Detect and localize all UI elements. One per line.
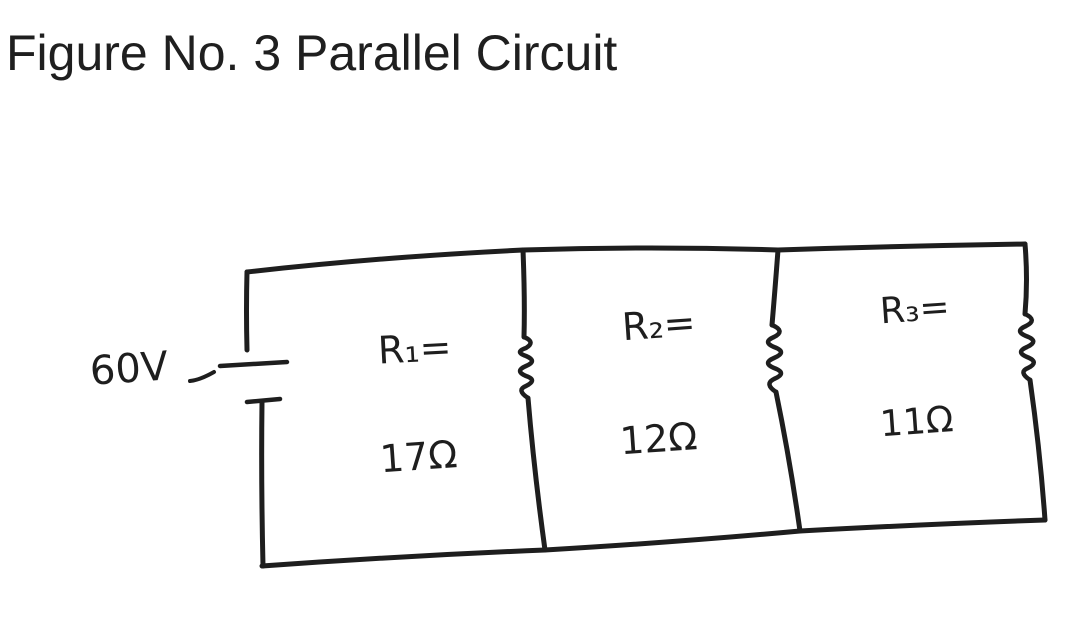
- branch-2: [768, 250, 800, 531]
- battery-long-plate: [220, 362, 287, 366]
- bottom-wire: [262, 520, 1045, 566]
- battery-short-plate: [247, 399, 280, 402]
- branch-1: [520, 250, 545, 550]
- resistor-3-name: R₃=: [878, 286, 951, 333]
- resistor-2-name: R₂=: [620, 300, 697, 350]
- resistor-2-value: 12Ω: [618, 414, 699, 464]
- resistor-1-name: R₁=: [376, 324, 453, 373]
- left-wire-lower: [262, 402, 263, 566]
- battery-symbol: [190, 362, 287, 402]
- source-voltage-label: 60V: [88, 343, 170, 395]
- resistor-3-value: 11Ω: [878, 399, 955, 446]
- branch-3: [1020, 244, 1045, 520]
- left-wire-upper: [247, 272, 248, 350]
- resistor-1-symbol: [520, 337, 532, 398]
- branch-3-wire-top: [1025, 244, 1027, 314]
- top-wire: [247, 244, 1025, 272]
- branch-2-wire-top: [772, 250, 778, 325]
- resistor-1-value: 17Ω: [378, 432, 459, 482]
- branch-3-wire-bottom: [1030, 380, 1045, 520]
- branch-2-wire-bottom: [776, 392, 800, 531]
- branch-1-wire-bottom: [528, 398, 545, 550]
- resistor-2-symbol: [768, 325, 781, 392]
- branch-1-wire-top: [523, 250, 524, 337]
- resistor-3-symbol: [1020, 314, 1034, 380]
- battery-lead: [190, 372, 214, 381]
- figure-title: Figure No. 3 Parallel Circuit: [6, 25, 618, 81]
